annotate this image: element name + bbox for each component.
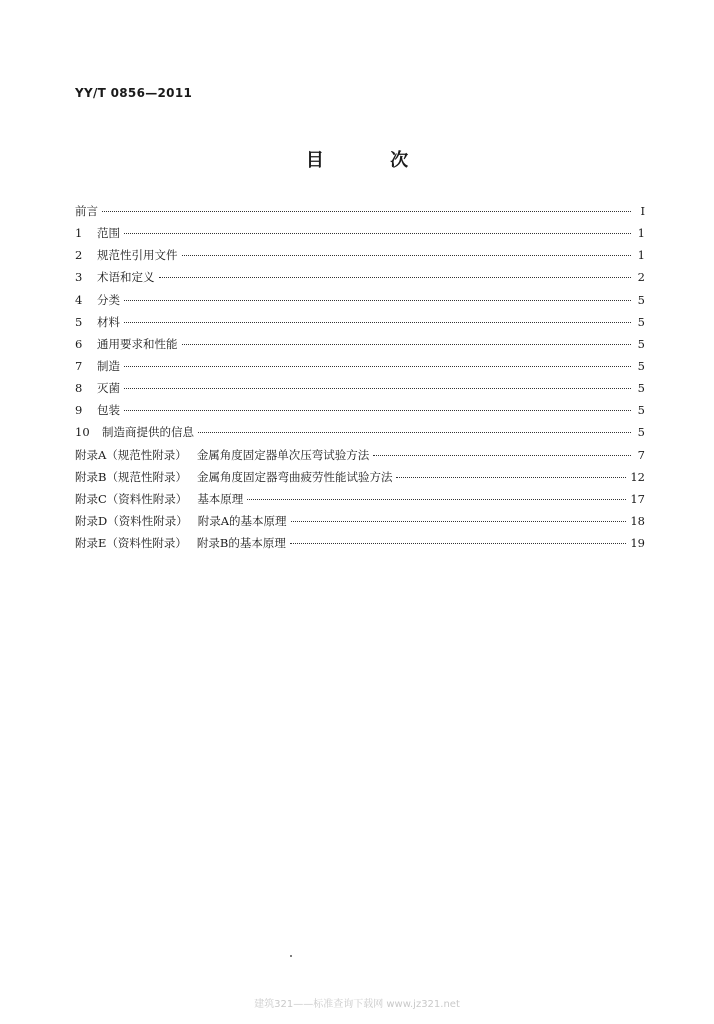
toc-entry[interactable]	[75, 244, 645, 266]
toc-entry-label: 通用要求和性能	[97, 336, 178, 351]
toc-entry-label: 包装	[97, 403, 120, 418]
dot-leader	[198, 432, 631, 433]
toc-entry-number: 9	[75, 403, 83, 418]
toc-entry-label: 基本原理	[197, 491, 244, 506]
toc-entry-label: 附录A的基本原理	[197, 513, 287, 528]
toc-entry-label: 前言	[75, 204, 98, 218]
toc-entry-number: 10	[75, 425, 90, 440]
toc-entry-page: 12	[630, 469, 645, 484]
footer-watermark: 建筑321——标准查询下载网 www.jz321.net	[254, 999, 460, 1010]
toc-entry-label: 灭菌	[97, 381, 120, 396]
annex-tag: 附录C（资料性附录）	[75, 491, 188, 506]
toc-entry-page: I	[640, 204, 645, 218]
table-of-contents	[75, 200, 645, 554]
dot-leader	[159, 277, 632, 278]
dot-leader	[182, 255, 632, 256]
toc-entry-page: 5	[637, 314, 645, 329]
toc-entry[interactable]	[75, 421, 645, 443]
toc-entry[interactable]	[75, 377, 645, 399]
dot-leader	[124, 233, 631, 234]
toc-entry-page: 5	[637, 358, 645, 373]
document-code: YY/T 0856—2011	[75, 86, 193, 100]
dot-leader	[124, 410, 631, 411]
toc-entry-page: 5	[637, 403, 645, 418]
toc-entry-number: 7	[75, 358, 83, 373]
toc-entry[interactable]	[75, 289, 645, 311]
toc-entry-number: 1	[75, 226, 83, 241]
toc-entry-label: 金属角度固定器弯曲疲劳性能试验方法	[196, 469, 393, 484]
annex-tag: 附录A（规范性附录）	[75, 447, 187, 462]
toc-entry[interactable]	[75, 399, 645, 421]
toc-entry-label: 金属角度固定器单次压弯试验方法	[196, 447, 370, 462]
toc-entry-number: 4	[75, 292, 83, 307]
toc-entry-page: 5	[637, 381, 645, 396]
dot-leader	[102, 211, 631, 212]
toc-entry-page: 5	[637, 425, 645, 440]
dot-leader	[373, 455, 631, 456]
toc-entry-page: 5	[637, 292, 645, 307]
toc-entry-number: 2	[75, 248, 83, 263]
toc-entry-page: 1	[637, 248, 645, 263]
toc-entry-page: 2	[637, 270, 645, 285]
dot-leader	[247, 499, 626, 500]
toc-entry[interactable]	[75, 266, 645, 288]
annex-tag: 附录D（资料性附录）	[75, 513, 188, 528]
toc-entry-label: 材料	[97, 314, 120, 329]
toc-entry-label: 分类	[97, 292, 120, 307]
toc-entry-number: 3	[75, 270, 83, 285]
toc-entry-page: 5	[637, 336, 645, 351]
toc-annex-entry[interactable]	[75, 466, 645, 488]
toc-entry[interactable]	[75, 311, 645, 333]
toc-entry-label: 术语和定义	[97, 270, 155, 285]
toc-annex-entry[interactable]	[75, 444, 645, 466]
toc-entry-page: 18	[630, 513, 645, 528]
toc-entry-page: 17	[630, 491, 645, 506]
dot-leader	[290, 543, 627, 544]
toc-entry[interactable]	[75, 355, 645, 377]
toc-entry-label: 范围	[97, 226, 120, 241]
dot-leader	[291, 521, 627, 522]
annex-tag: 附录E（资料性附录）	[75, 536, 187, 551]
dot-leader	[182, 344, 632, 345]
toc-annex-entry[interactable]	[75, 532, 645, 554]
toc-entry-page: 7	[637, 447, 645, 462]
dot-leader	[124, 322, 631, 323]
dot-leader	[124, 388, 631, 389]
toc-entry-number: 8	[75, 381, 83, 396]
toc-entry[interactable]	[75, 333, 645, 355]
toc-entry-number: 5	[75, 314, 83, 329]
scan-speck	[290, 955, 292, 957]
toc-entry-label: 制造	[97, 358, 120, 373]
toc-annex-entry[interactable]	[75, 510, 645, 532]
toc-entry-label: 制造商提供的信息	[102, 425, 194, 440]
dot-leader	[124, 300, 631, 301]
page-title: 目 次	[305, 150, 439, 171]
dot-leader	[396, 477, 626, 478]
toc-entry-page: 19	[630, 536, 645, 551]
toc-annex-entry[interactable]	[75, 488, 645, 510]
toc-entry-label: 附录B的基本原理	[196, 536, 286, 551]
toc-entry-label: 规范性引用文件	[97, 248, 178, 263]
toc-entry-number: 6	[75, 336, 83, 351]
annex-tag: 附录B（规范性附录）	[75, 469, 187, 484]
dot-leader	[124, 366, 631, 367]
toc-entry[interactable]	[75, 200, 645, 222]
toc-entry-page: 1	[637, 226, 645, 241]
toc-entry[interactable]	[75, 222, 645, 244]
